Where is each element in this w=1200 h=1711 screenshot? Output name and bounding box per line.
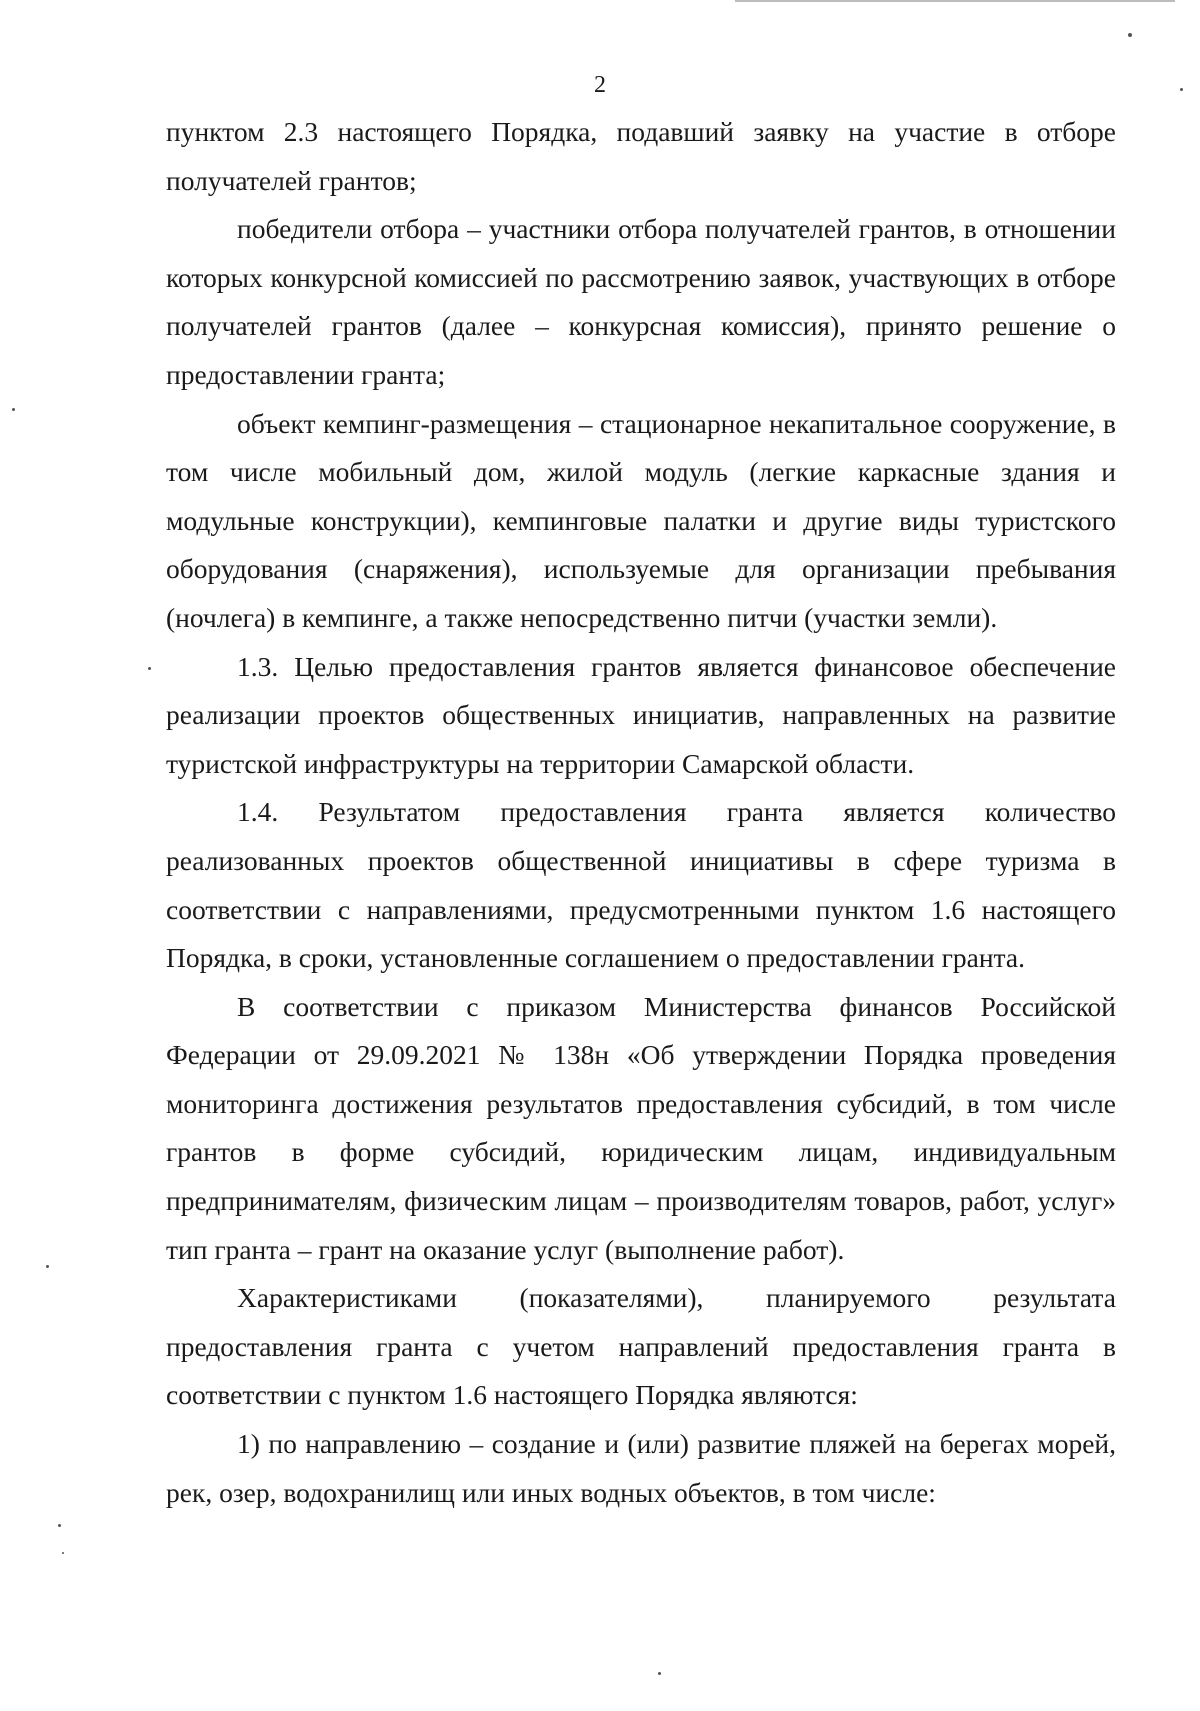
paragraph-characteristics: Характеристиками (показателями), планируемого результата предоставления гранта с учетом направлений предоставления гранта в соответствии с пунктом 1.6 настоящего Порядка являются:: [166, 1282, 1116, 1411]
scan-speck: [62, 1552, 64, 1554]
page-number: 2: [594, 72, 606, 98]
scan-speck: [12, 408, 15, 411]
scan-top-edge-line: [735, 0, 1175, 2]
paragraph-winners-definition: победители отбора – участники отбора получателей грантов, в отношении которых конкурсной комиссией по рассмотрению заявок, участвующих в отборе получателей грантов (далее – конкурсная комиссия), принято решение о предоставлении гранта;: [166, 213, 1116, 390]
scan-speck: [148, 667, 151, 670]
scan-speck: [1180, 88, 1183, 91]
document-body: [166, 108, 1116, 1517]
scan-speck: [46, 1265, 49, 1268]
paragraph-direction-1: 1) по направлению – создание и (или) развитие пляжей на берегах морей, рек, озер, водохранилищ или иных водных объектов, в том числе:: [166, 1428, 1116, 1508]
paragraph-camping-object-definition: объект кемпинг-размещения – стационарное некапитальное сооружение, в том числе мобильный дом, жилой модуль (легкие каркасные здания и модульные конструкции), кемпинговые палатки и другие виды туристского оборудования (снаряжения), используемые для организации пребывания (ночлега) в кемпинге, а также непосредственно питчи (участки земли).: [166, 407, 1116, 633]
scan-speck: [58, 1524, 61, 1527]
paragraph-clause-1-4: 1.4. Результатом предоставления гранта является количество реализованных проектов общественной инициативы в сфере туризма в соответствии с направлениями, предусмотренными пунктом 1.6 настоящего Порядка, в сроки, установленные соглашением о предоставлении гранта.: [166, 796, 1116, 974]
scan-speck: [658, 1672, 661, 1675]
paragraph-continuation: пунктом 2.3 настоящего Порядка, подавший заявку на участие в отборе получателей грантов;: [166, 116, 1116, 196]
paragraph-clause-1-3: 1.3. Целью предоставления грантов является финансовое обеспечение реализации проектов общественных инициатив, направленных на развитие туристской инфраструктуры на территории Самарской области.: [166, 650, 1116, 779]
paragraph-ministry-order: В соответствии с приказом Министерства финансов Российской Федерации от 29.09.2021 № 138н «Об утверждении Порядка проведения мониторинга достижения результатов предоставления субсидий, в том числе грантов в форме субсидий, юридическим лицам, индивидуальным предпринимателям, физическим лицам – производителям товаров, работ, услуг» тип гранта – грант на оказание услуг (выполнение работ).: [166, 990, 1116, 1265]
scan-speck: [1128, 33, 1132, 37]
